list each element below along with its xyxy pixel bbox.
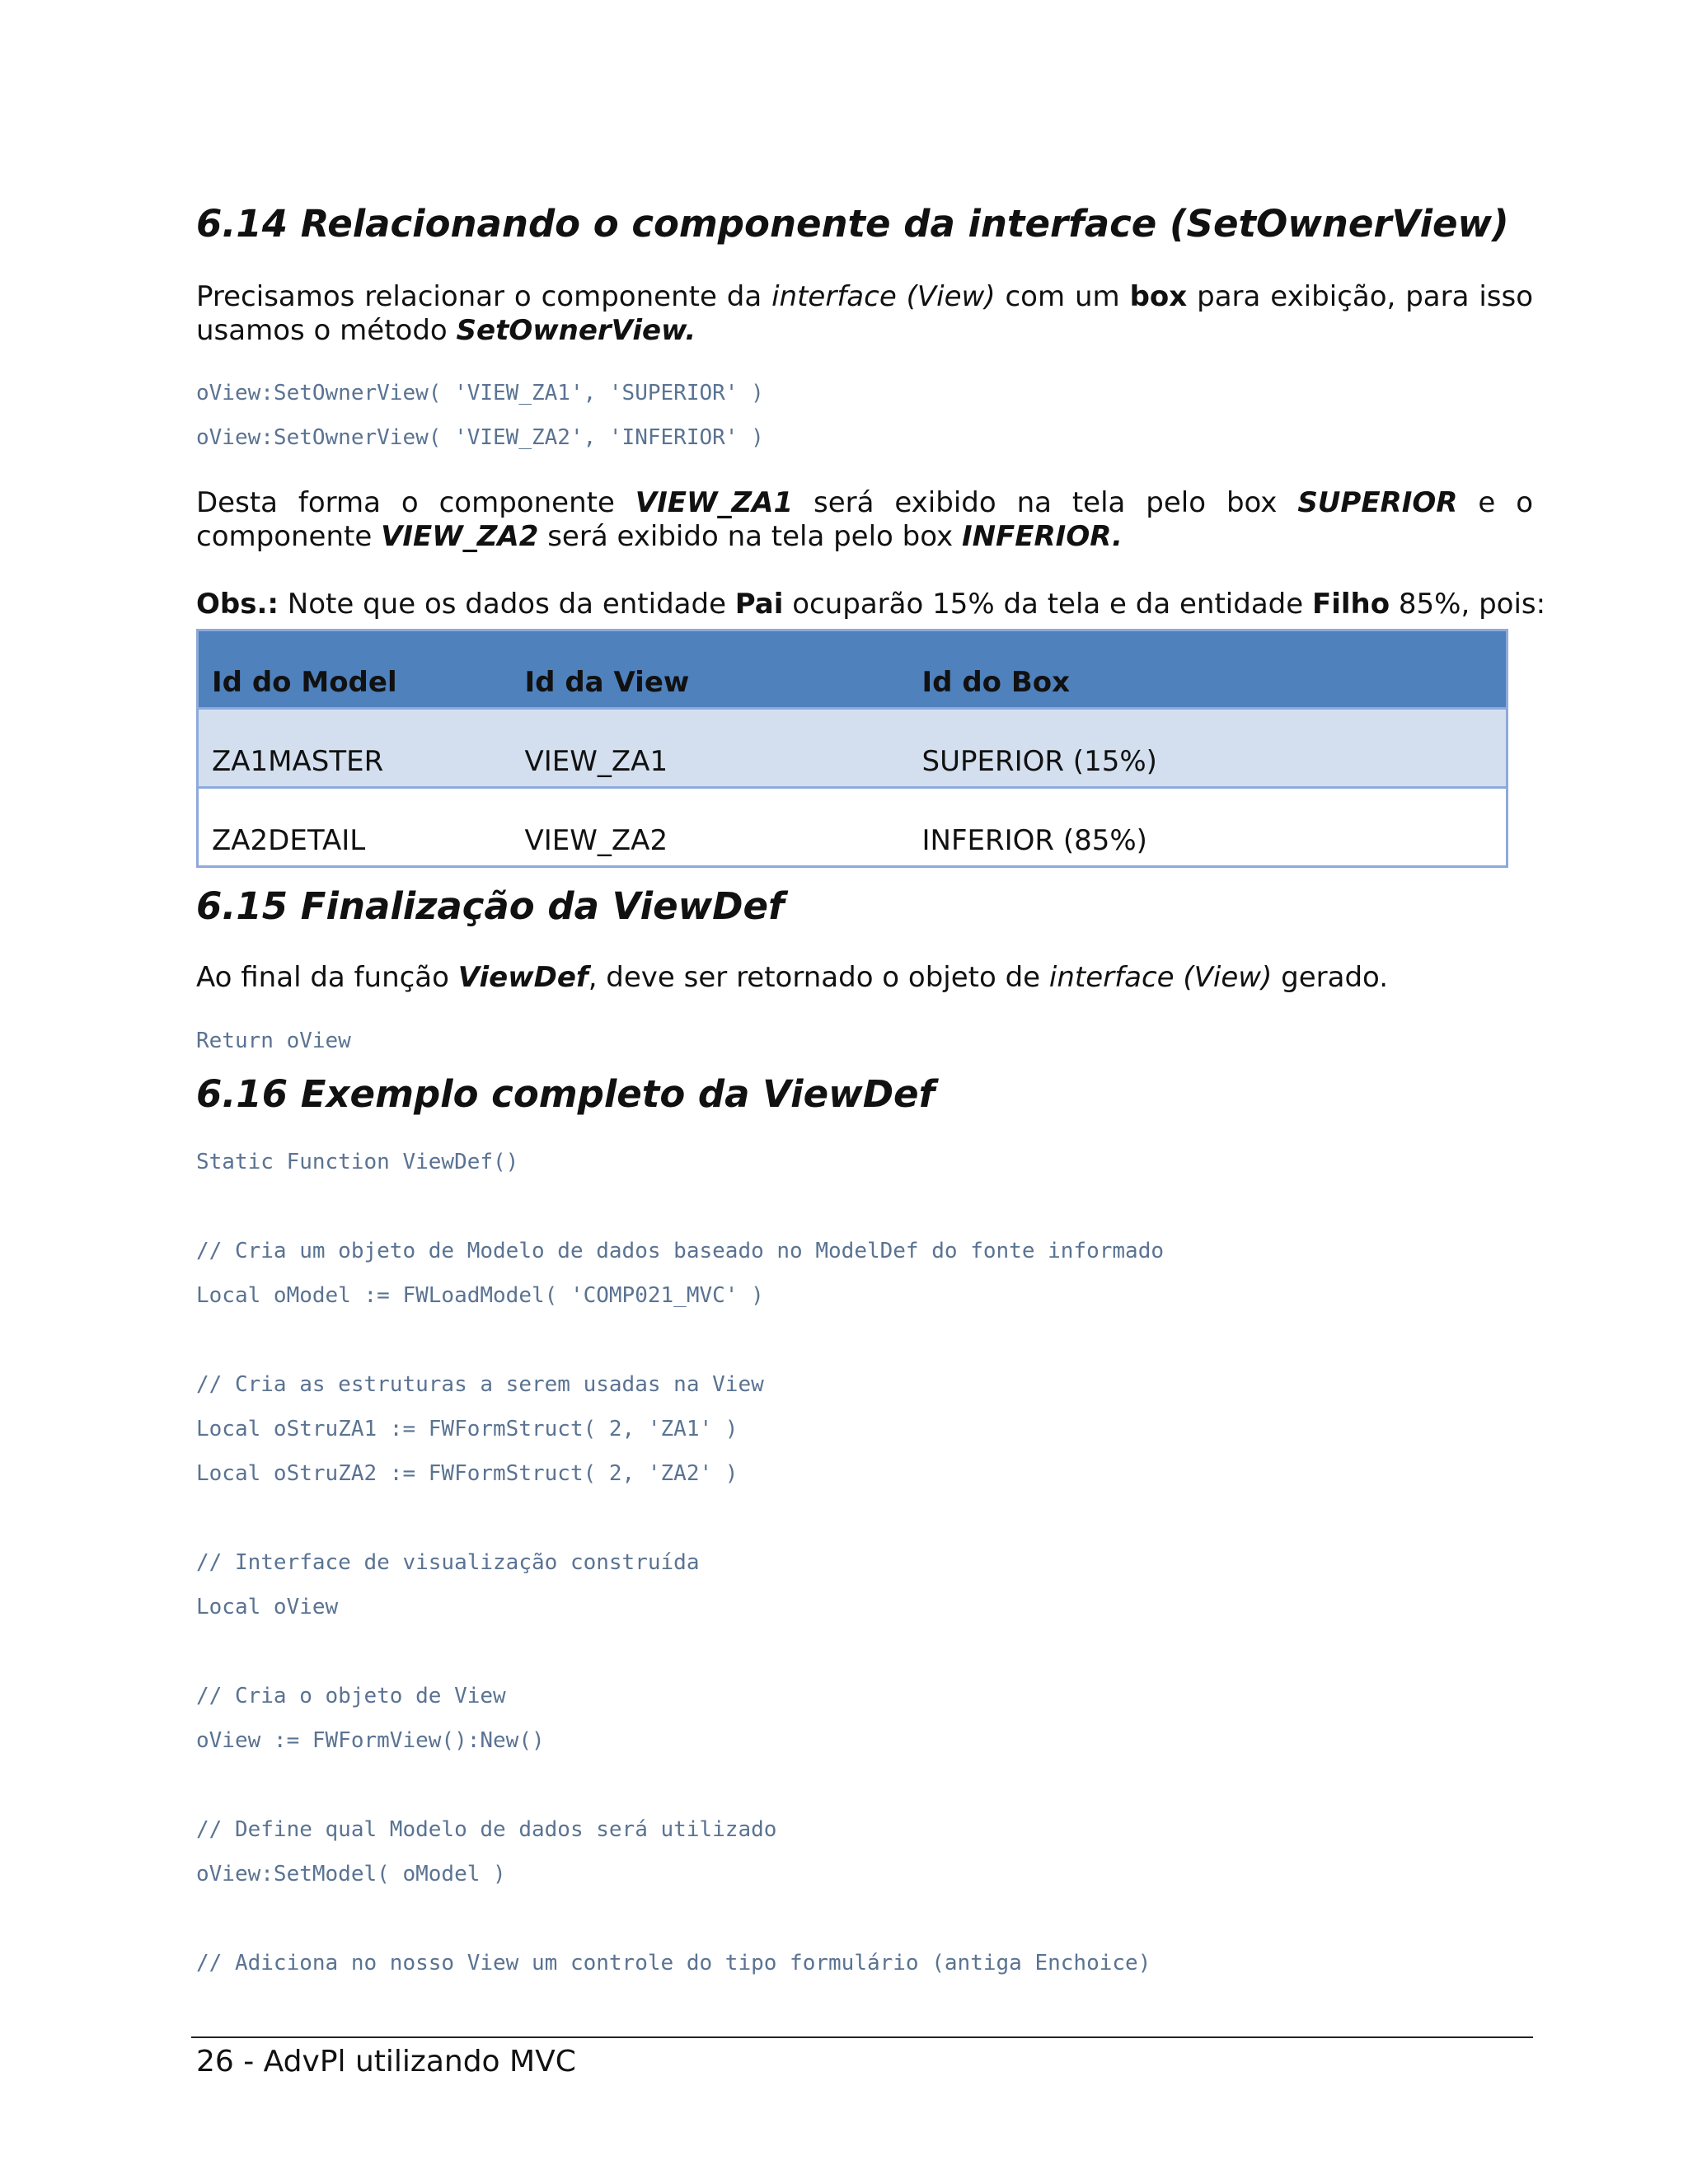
code-line: oView:SetOwnerView( 'VIEW_ZA2', 'INFERIOR' ) (196, 425, 764, 450)
code-line (196, 1496, 1164, 1540)
emphasis-text: VIEW_ZA2 (381, 520, 539, 553)
emphasis-text: interface (View) (771, 280, 996, 313)
code-line: Return oView (196, 1029, 351, 1053)
code-line (196, 1763, 1164, 1807)
code-comment-line: // Cria o objeto de View (196, 1684, 506, 1708)
text-run: e o componente (196, 486, 1533, 553)
code-comment-line: // Interface de visualização construída (196, 1550, 700, 1575)
code-block-setownerview (196, 371, 764, 460)
text-run: Precisamos relacionar o componente da (196, 280, 772, 313)
text-run: será exibido na tela pelo box (793, 486, 1298, 519)
code-comment-line: // Cria as estruturas a serem usadas na View (196, 1372, 764, 1397)
text-run: Ao final da função (196, 961, 458, 994)
text-run: ocuparão 15% da tela e da entidade (783, 588, 1312, 621)
code-comment-line: // Adiciona no nosso View um controle do tipo formulário (antiga Enchoice) (196, 1951, 1151, 1975)
table-row (198, 788, 1507, 867)
table-header-cell: Id da View (524, 666, 690, 699)
text-run: gerado. (1272, 961, 1389, 994)
section-title: Relacionando o componente da interface (SetOwnerView) (300, 202, 1509, 246)
text-run: , deve ser retornado o objeto de (588, 961, 1049, 994)
code-comment-line: // Define qual Modelo de dados será utilizado (196, 1817, 777, 1842)
emphasis-text: box (1129, 280, 1188, 313)
paragraph-owner-view-explain (196, 486, 1533, 554)
document-page (196, 0, 1546, 2184)
table-cell: INFERIOR (85%) (921, 824, 1147, 857)
text-run: Note que os dados da entidade (279, 588, 735, 621)
code-line: Static Function ViewDef() (196, 1150, 519, 1174)
code-line (196, 1318, 1164, 1362)
section-heading-6-16 (196, 1071, 935, 1118)
code-line: Local oModel := FWLoadModel( 'COMP021_MVC' ) (196, 1283, 764, 1308)
emphasis-text: VIEW_ZA1 (635, 486, 794, 519)
code-line: oView := FWFormView():New() (196, 1728, 545, 1753)
table-cell: SUPERIOR (15%) (921, 745, 1157, 778)
table-cell: VIEW_ZA2 (524, 824, 668, 857)
section-heading-6-14 (196, 201, 1509, 247)
text-run: 85%, pois: (1390, 588, 1546, 621)
emphasis-text: INFERIOR. (961, 520, 1123, 553)
emphasis-text: SetOwnerView. (456, 314, 696, 347)
code-line: Local oStruZA2 := FWFormStruct( 2, 'ZA2' ) (196, 1461, 738, 1486)
emphasis-text: interface (View) (1048, 961, 1273, 994)
paragraph-observation (196, 588, 1546, 621)
footer-divider (191, 2036, 1533, 2038)
emphasis-text: SUPERIOR (1297, 486, 1458, 519)
section-title: Exemplo completo da ViewDef (300, 1072, 935, 1116)
emphasis-text: Filho (1311, 588, 1390, 621)
text-run: para exibição, para isso usamos o método (196, 280, 1534, 347)
page-footer: 26 - AdvPl utilizando MVC (196, 2045, 576, 2079)
table-cell: VIEW_ZA1 (524, 745, 668, 778)
code-line: Local oStruZA1 := FWFormStruct( 2, 'ZA1' ) (196, 1417, 738, 1441)
table-header-cell: Id do Box (921, 666, 1071, 699)
section-number: 6.14 (196, 202, 288, 246)
code-line (196, 1629, 1164, 1674)
section-title: Finalização da ViewDef (300, 884, 785, 928)
emphasis-text: Pai (734, 588, 784, 621)
code-line: oView:SetOwnerView( 'VIEW_ZA1', 'SUPERIOR' ) (196, 381, 764, 405)
table-cell: ZA2DETAIL (212, 824, 366, 857)
table-header-cell: Id do Model (212, 666, 397, 699)
code-line: Local oView (196, 1595, 339, 1619)
section-heading-6-15 (196, 883, 785, 930)
section-number: 6.15 (196, 884, 288, 928)
section-number: 6.16 (196, 1072, 288, 1116)
code-line: oView:SetModel( oModel ) (196, 1862, 506, 1886)
paragraph-owner-view-intro (196, 280, 1533, 348)
code-line (196, 1184, 1164, 1229)
emphasis-text: Obs.: (196, 588, 279, 621)
text-run: Desta forma o componente (196, 486, 635, 519)
box-mapping-table (196, 629, 1508, 868)
paragraph-viewdef-return (196, 961, 1533, 995)
text-run: com um (995, 280, 1130, 313)
emphasis-text: ViewDef (457, 961, 588, 994)
table-cell: ZA1MASTER (212, 745, 384, 778)
table-row (198, 709, 1507, 788)
code-line (196, 1896, 1164, 1941)
code-block-viewdef-example (196, 1140, 1164, 1985)
table-header-row (198, 630, 1507, 709)
code-comment-line: // Cria um objeto de Modelo de dados baseado no ModelDef do fonte informado (196, 1239, 1164, 1263)
code-block-return (196, 1019, 351, 1063)
text-run: será exibido na tela pelo box (538, 520, 962, 553)
